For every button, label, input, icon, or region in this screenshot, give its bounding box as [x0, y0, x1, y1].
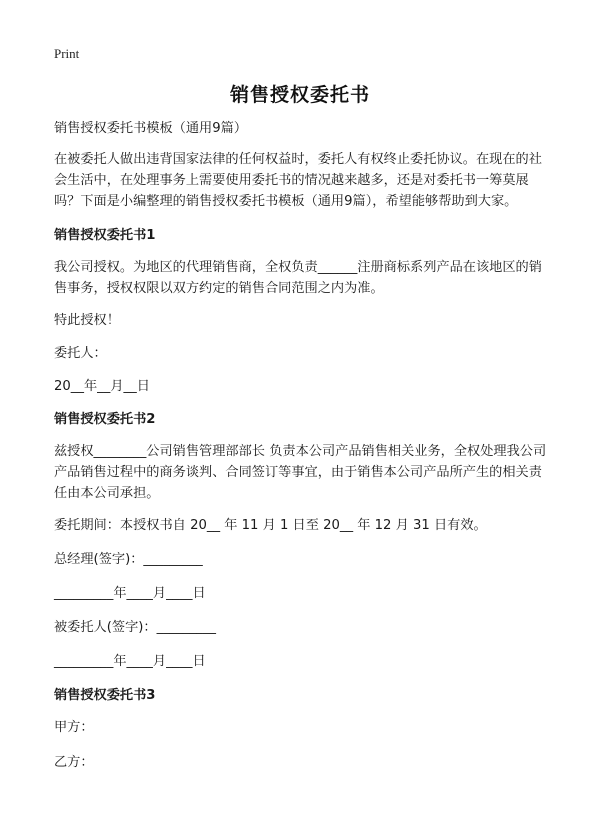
section-1-paragraph: 我公司授权。为地区的代理销售商，全权负责______注册商标系列产品在该地区的销售事务，授权权限以双方约定的销售合同范围之内为准。	[54, 260, 542, 296]
section-3-party-a: 甲方：	[54, 720, 94, 735]
section-1-special: 特此授权！	[54, 313, 120, 328]
document-body	[54, 118, 552, 787]
section-2-period: 委托期间：本授权书自 20__ 年 11 月 1 日至 20__ 年 12 月 31 日有效。	[54, 518, 487, 533]
section-3-party-b: 乙方：	[54, 755, 94, 770]
section-heading-3: 销售授权委托书3	[54, 688, 156, 703]
section-2-paragraph: 兹授权________公司销售管理部部长 负责本公司产品销售相关业务，全权处理我公司产品销售过程中的商务谈判、合同签订等事宜，由于销售本公司产品所产生的相关责任由本公司承担。	[54, 444, 547, 501]
section-2-gm-sign: 总经理(签字)：_________	[54, 552, 203, 567]
section-2-gm-date: _________年____月____日	[54, 586, 206, 601]
section-2-agent-date: _________年____月____日	[54, 654, 206, 669]
print-link[interactable]: Print	[54, 46, 80, 61]
section-2-agent-sign: 被委托人(签字)：_________	[54, 620, 216, 635]
section-heading-1: 销售授权委托书1	[54, 228, 156, 243]
document-title: 销售授权委托书	[229, 84, 370, 106]
section-1-principal: 委托人：	[54, 346, 107, 361]
section-heading-2: 销售授权委托书2	[54, 412, 156, 427]
document-subtitle: 销售授权委托书模板（通用9篇）	[54, 121, 248, 136]
intro-paragraph: 在被委托人做出违背国家法律的任何权益时，委托人有权终止委托协议。在现在的社会生活中，在处理事务上需要使用委托书的情况越来越多，还是对委托书一筹莫展吗？下面是小编整理的销售授权委托书模板（通用9篇），希望能够帮助到大家。	[54, 152, 542, 209]
section-1-date: 20__年__月__日	[54, 379, 150, 394]
